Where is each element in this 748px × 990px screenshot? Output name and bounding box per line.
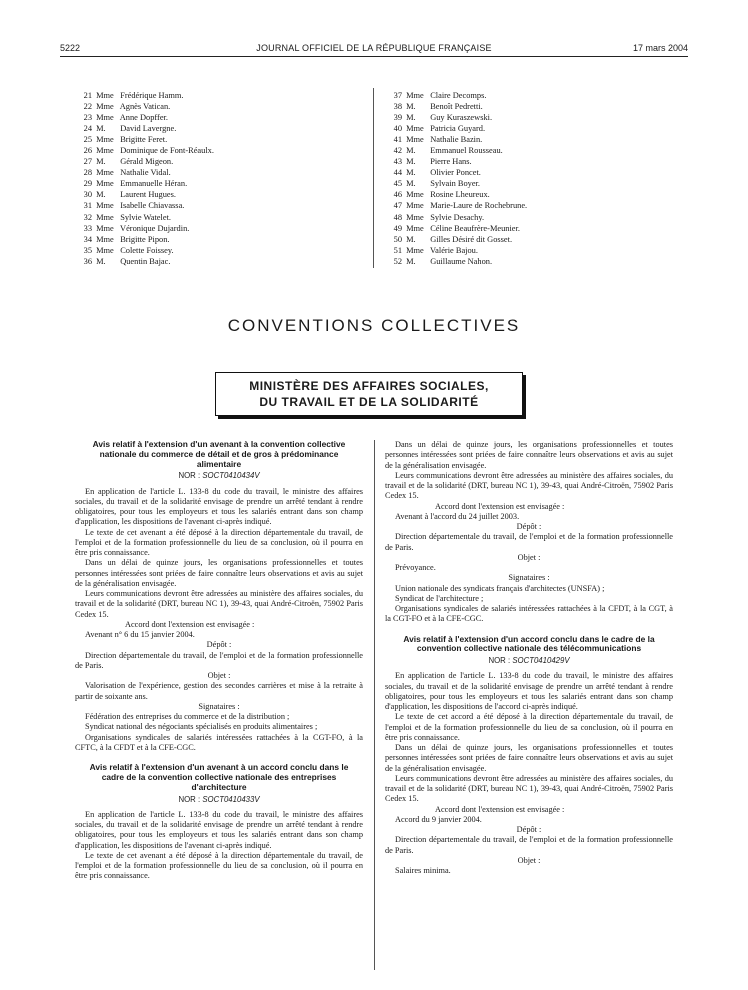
list-item-name: Colette Foissey. bbox=[120, 245, 174, 255]
list-item-name: Valérie Bajou. bbox=[430, 245, 478, 255]
list-item bbox=[384, 101, 527, 112]
signataire: Syndicat de l'architecture ; bbox=[395, 593, 484, 603]
list-item-title: Mme bbox=[96, 179, 114, 189]
list-item-title: Mme bbox=[406, 245, 424, 255]
paragraph: Dans un délai de quinze jours, les organisations professionnelles et toutes personnes intéressées sont priées de faire connaître leurs observations et avis au sujet de la généralisation envisagée. bbox=[385, 440, 673, 470]
page-header bbox=[60, 43, 688, 57]
signataire: Syndicat national des négociants spécialisés en produits alimentaires ; bbox=[85, 722, 318, 732]
list-item-number: 25 bbox=[83, 135, 92, 145]
list-item bbox=[384, 212, 527, 223]
list-item-title: M. bbox=[96, 190, 106, 200]
nor-reference bbox=[75, 795, 363, 805]
list-item-title: Mme bbox=[96, 234, 114, 244]
list-item-number: 49 bbox=[393, 223, 402, 233]
column-divider bbox=[373, 88, 374, 268]
signataire: Organisations syndicales de salariés intéressées rattachées à la CFDT, à la CGT, à la CGT-FO et à la CFE-CGC. bbox=[385, 604, 673, 624]
list-item-name: Sylvie Watelet. bbox=[120, 212, 171, 222]
list-item-title: Mme bbox=[96, 168, 114, 178]
list-item bbox=[384, 145, 527, 156]
signataire: Organisations syndicales de salariés intéressées rattachées à la CGT-FO, à la CFTC, à la CFDT et à la CFE-CGC. bbox=[75, 732, 363, 752]
list-item bbox=[74, 178, 214, 189]
list-item-name: Gilles Désiré dit Gosset. bbox=[430, 234, 513, 244]
list-item bbox=[74, 145, 214, 156]
list-item-number: 24 bbox=[83, 124, 92, 134]
avis-title: Avis relatif à l'extension d'un avenant à un accord conclu dans le cadre de la convention collective nationale des entreprises d'architecture bbox=[89, 762, 349, 792]
accord-value: Avenant n° 6 du 15 janvier 2004. bbox=[85, 630, 195, 640]
paragraph: Leurs communications devront être adressées au ministère des affaires sociales, du travail et de la solidarité (DRT, bureau NC 1), 39-43, quai André-Citroën, 75902 Paris Cedex 15. bbox=[75, 589, 363, 619]
list-item-title: Mme bbox=[406, 190, 424, 200]
depot-value: Direction départementale du travail, de l'emploi et de la formation professionnelle de Paris. bbox=[385, 532, 673, 552]
depot-label: Dépôt : bbox=[206, 640, 232, 650]
list-item-title: Mme bbox=[96, 135, 114, 145]
list-item-title: Mme bbox=[96, 146, 114, 156]
list-item bbox=[384, 134, 527, 145]
list-item bbox=[74, 123, 214, 134]
list-item-name: Véronique Dujardin. bbox=[120, 223, 190, 233]
section-title: CONVENTIONS COLLECTIVES bbox=[227, 316, 521, 335]
list-item-number: 51 bbox=[393, 245, 402, 255]
list-item-title: Mme bbox=[406, 201, 424, 211]
name-list-left bbox=[74, 90, 214, 267]
list-item-title: Mme bbox=[96, 201, 114, 211]
list-item bbox=[74, 134, 214, 145]
list-item bbox=[384, 90, 527, 101]
list-item bbox=[74, 234, 214, 245]
list-item-name: Dominique de Font-Réaulx. bbox=[120, 146, 214, 156]
objet-label: Objet : bbox=[517, 552, 541, 562]
list-item-number: 45 bbox=[393, 179, 402, 189]
list-item-name: Guillaume Nahon. bbox=[430, 256, 493, 266]
page-number: 5222 bbox=[60, 43, 81, 53]
list-item bbox=[384, 189, 527, 200]
avis-title: Avis relatif à l'extension d'un accord conclu dans le cadre de la convention collective nationale des télécommunications bbox=[403, 633, 655, 654]
objet-value: Salaires minima. bbox=[395, 866, 451, 876]
list-item bbox=[384, 256, 527, 267]
list-item-name: Céline Beaufrère-Meunier. bbox=[430, 223, 520, 233]
accord-value: Accord du 9 janvier 2004. bbox=[395, 814, 482, 824]
list-item-title: M. bbox=[406, 179, 416, 189]
list-item bbox=[384, 178, 527, 189]
list-item bbox=[384, 245, 527, 256]
body-column-right bbox=[385, 440, 673, 876]
list-item-title: Mme bbox=[96, 212, 114, 222]
list-item-title: M. bbox=[96, 157, 106, 167]
list-item-name: Benoît Pedretti. bbox=[430, 102, 483, 112]
list-item-name: Brigitte Feret. bbox=[120, 135, 168, 145]
list-item-name: Emmanuel Rousseau. bbox=[430, 146, 503, 156]
depot-label: Dépôt : bbox=[516, 825, 542, 835]
list-item-title: Mme bbox=[406, 124, 424, 134]
list-item bbox=[74, 167, 214, 178]
list-item-name: Anne Dopffer. bbox=[119, 113, 168, 123]
paragraph: En application de l'article L. 133-8 du code du travail, le ministre des affaires sociales, du travail et de la solidarité envisage de prendre un arrêté tendant à rendre obligatoires, pour tous les employeurs et tous les salariés entrant dans son champ d'application, les dispositions de l'accord ci-après indiqué. bbox=[385, 671, 673, 712]
paragraph: Le texte de cet avenant a été déposé à la direction départementale du travail, de l'emploi et de la formation professionnelle du lieu de sa conclusion, où il pourra en être pris connaissance. bbox=[75, 527, 363, 558]
list-item-title: M. bbox=[406, 146, 416, 156]
signataires-label: Signataires : bbox=[508, 573, 550, 583]
list-item-number: 50 bbox=[393, 234, 402, 244]
signataire: Union nationale des syndicats français d'architectes (UNSFA) ; bbox=[395, 583, 605, 593]
list-item-number: 36 bbox=[83, 256, 92, 266]
list-item bbox=[384, 234, 527, 245]
list-item-title: Mme bbox=[406, 212, 424, 222]
list-item-title: Mme bbox=[96, 245, 114, 255]
list-item-name: Rosine Lheureux. bbox=[430, 190, 490, 200]
list-item-number: 32 bbox=[83, 212, 92, 222]
depot-value: Direction départementale du travail, de l'emploi et de la formation professionnelle de Paris. bbox=[75, 650, 363, 670]
list-item-number: 38 bbox=[393, 102, 402, 112]
list-item-number: 46 bbox=[393, 190, 402, 200]
list-item bbox=[74, 112, 214, 123]
header-rule bbox=[60, 56, 688, 57]
name-list-right bbox=[384, 90, 527, 267]
nor-reference bbox=[75, 471, 363, 481]
list-item bbox=[74, 90, 214, 101]
list-item-title: Mme bbox=[96, 102, 114, 112]
list-item-name: Agnès Vatican. bbox=[119, 102, 171, 112]
list-item-number: 41 bbox=[393, 135, 402, 145]
list-item-number: 27 bbox=[83, 157, 92, 167]
list-item-title: M. bbox=[406, 234, 416, 244]
list-item-name: Guy Kuraszewski. bbox=[430, 113, 493, 123]
list-item-title: Mme bbox=[406, 223, 424, 233]
list-item bbox=[74, 212, 214, 223]
column-divider bbox=[374, 440, 375, 970]
paragraph: Leurs communications devront être adressées au ministère des affaires sociales, du travail et de la solidarité (DRT, bureau NC 1), 39-43, quai André-Citroën, 75902 Paris Cedex 15. bbox=[385, 773, 673, 804]
list-item-name: Pierre Hans. bbox=[430, 157, 472, 167]
accord-label: Accord dont l'extension est envisagée : bbox=[435, 804, 565, 814]
ministry-line-2: DU TRAVAIL ET DE LA SOLIDARITÉ bbox=[259, 395, 479, 409]
list-item bbox=[384, 167, 527, 178]
list-item bbox=[74, 101, 214, 112]
paragraph: Le texte de cet accord a été déposé à la direction départementale du travail, de l'emploi et de la formation professionnelle du lieu de sa conclusion, où il pourra en être pris connaissance. bbox=[385, 712, 673, 742]
list-item-title: M. bbox=[406, 168, 416, 178]
nor-label: NOR : bbox=[488, 656, 511, 666]
list-item-name: Patricia Guyard. bbox=[430, 124, 486, 134]
list-item-number: 31 bbox=[83, 201, 92, 211]
ministry-box bbox=[215, 372, 523, 416]
list-item bbox=[384, 223, 527, 234]
nor-code: SOCT0410429V bbox=[512, 656, 570, 666]
nor-reference bbox=[385, 656, 673, 666]
list-item-number: 52 bbox=[393, 256, 402, 266]
list-item-number: 23 bbox=[83, 113, 92, 123]
list-item-number: 43 bbox=[393, 157, 402, 167]
list-item-title: M. bbox=[406, 157, 416, 167]
list-item bbox=[384, 123, 527, 134]
list-item-number: 28 bbox=[83, 168, 92, 178]
list-item-number: 21 bbox=[83, 91, 92, 100]
list-item bbox=[384, 200, 527, 211]
list-item-title: Mme bbox=[406, 135, 424, 145]
list-item-number: 47 bbox=[393, 201, 402, 211]
objet-label: Objet : bbox=[517, 855, 541, 865]
list-item-name: Brigitte Pipon. bbox=[120, 234, 170, 244]
avis-title: Avis relatif à l'extension d'un avenant à la convention collective nationale du commerce de détail et de gros à prédominance alimentaire bbox=[92, 439, 346, 469]
list-item-name: Nathalie Bazin. bbox=[430, 135, 483, 145]
body-column-left bbox=[75, 440, 363, 882]
list-item-title: Mme bbox=[406, 91, 424, 100]
depot-label: Dépôt : bbox=[516, 522, 542, 531]
list-item-number: 42 bbox=[393, 146, 402, 156]
nor-code: SOCT0410433V bbox=[202, 794, 260, 804]
list-item-title: Mme bbox=[96, 91, 114, 100]
objet-label: Objet : bbox=[207, 671, 231, 681]
list-item bbox=[74, 245, 214, 256]
list-item-name: Marie-Laure de Rochebrune. bbox=[430, 201, 528, 211]
nor-label: NOR : bbox=[178, 794, 201, 804]
list-item-name: Gérald Migeon. bbox=[120, 157, 174, 167]
list-item-title: M. bbox=[406, 256, 416, 266]
list-item-name: Claire Decomps. bbox=[430, 91, 487, 100]
list-item-number: 48 bbox=[393, 212, 402, 222]
list-item-number: 34 bbox=[83, 234, 92, 244]
list-item bbox=[74, 223, 214, 234]
list-item bbox=[74, 200, 214, 211]
paragraph: Dans un délai de quinze jours, les organisations professionnelles et toutes personnes intéressées sont priées de faire connaître leurs observations et avis au sujet de la généralisation envisagée. bbox=[385, 743, 673, 773]
paragraph: En application de l'article L. 133-8 du code du travail, le ministre des affaires sociales, du travail et de la solidarité envisage de prendre un arrêté tendant à rendre obligatoires, pour tous les employeurs et tous les salariés entrant dans son champ d'application, les dispositions de l'avenant ci-après indiqué. bbox=[75, 809, 363, 850]
objet-value: Prévoyance. bbox=[395, 563, 436, 572]
list-item bbox=[384, 156, 527, 167]
list-item-number: 35 bbox=[83, 245, 92, 255]
nor-label: NOR : bbox=[178, 471, 201, 481]
list-item-name: Sylvie Desachy. bbox=[430, 212, 485, 222]
list-item bbox=[74, 156, 214, 167]
list-item bbox=[74, 256, 214, 267]
accord-label: Accord dont l'extension est envisagée : bbox=[435, 501, 565, 511]
accord-label: Accord dont l'extension est envisagée : bbox=[125, 619, 255, 629]
paragraph: En application de l'article L. 133-8 du code du travail, le ministre des affaires sociales, du travail et de la solidarité envisage de prendre un arrêté tendant à rendre obligatoires, pour tous les employeurs et tous les salariés entrant dans son champ d'application, les dispositions de l'avenant ci-après indiqué. bbox=[75, 486, 363, 527]
list-item-title: M. bbox=[406, 102, 416, 112]
journal-title: JOURNAL OFFICIEL DE LA RÉPUBLIQUE FRANÇAISE bbox=[256, 43, 492, 53]
list-item-name: Sylvain Boyer. bbox=[430, 179, 480, 189]
list-item-name: Frédérique Hamm. bbox=[120, 91, 184, 100]
list-item-number: 40 bbox=[393, 124, 402, 134]
list-item-title: M. bbox=[96, 256, 106, 266]
list-item-number: 22 bbox=[83, 102, 92, 112]
accord-value: Avenant à l'accord du 24 juillet 2003. bbox=[395, 511, 520, 521]
list-item-name: Isabelle Chiavassa. bbox=[120, 201, 185, 211]
depot-value: Direction départementale du travail, de l'emploi et de la formation professionnelle de Paris. bbox=[385, 835, 673, 855]
list-item-number: 39 bbox=[393, 113, 402, 123]
signataire: Fédération des entreprises du commerce et de la distribution ; bbox=[85, 712, 290, 722]
paragraph: Le texte de cet avenant a été déposé à la direction départementale du travail, de l'emploi et de la formation professionnelle du lieu de sa conclusion, où il pourra en être pris connaissance. bbox=[75, 850, 363, 881]
paragraph: Dans un délai de quinze jours, les organisations professionnelles et toutes personnes intéressées sont priées de faire connaître leurs observations et avis au sujet de la généralisation envisagée. bbox=[75, 558, 363, 588]
list-item-number: 30 bbox=[83, 190, 92, 200]
list-item-name: Quentin Bajac. bbox=[120, 256, 171, 266]
list-item-number: 33 bbox=[83, 223, 92, 233]
list-item-title: Mme bbox=[96, 113, 114, 123]
list-item-title: M. bbox=[96, 124, 106, 134]
list-item-number: 44 bbox=[393, 168, 402, 178]
list-item-name: Laurent Hugues. bbox=[120, 190, 177, 200]
paragraph: Leurs communications devront être adressées au ministère des affaires sociales, du travail et de la solidarité (DRT, bureau NC 1), 39-43, quai André-Citroën, 75902 Paris Cedex 15. bbox=[385, 470, 673, 501]
list-item bbox=[384, 112, 527, 123]
list-item-number: 26 bbox=[83, 146, 92, 156]
list-item-number: 29 bbox=[83, 179, 92, 189]
list-item-title: M. bbox=[406, 113, 416, 123]
ministry-line-1: MINISTÈRE DES AFFAIRES SOCIALES, bbox=[249, 379, 489, 393]
list-item-name: David Lavergne. bbox=[120, 124, 177, 134]
list-item-name: Nathalie Vidal. bbox=[120, 168, 171, 178]
signataires-label: Signataires : bbox=[198, 701, 240, 711]
nor-code: SOCT0410434V bbox=[202, 471, 260, 481]
list-item-name: Emmanuelle Héran. bbox=[120, 179, 188, 189]
objet-value: Valorisation de l'expérience, gestion des secondes carrières et mise à la retraite à partir de soixante ans. bbox=[75, 681, 363, 701]
list-item-title: Mme bbox=[96, 223, 114, 233]
list-item-name: Olivier Poncet. bbox=[430, 168, 481, 178]
issue-date: 17 mars 2004 bbox=[632, 43, 688, 53]
list-item bbox=[74, 189, 214, 200]
list-item-number: 37 bbox=[393, 91, 402, 100]
